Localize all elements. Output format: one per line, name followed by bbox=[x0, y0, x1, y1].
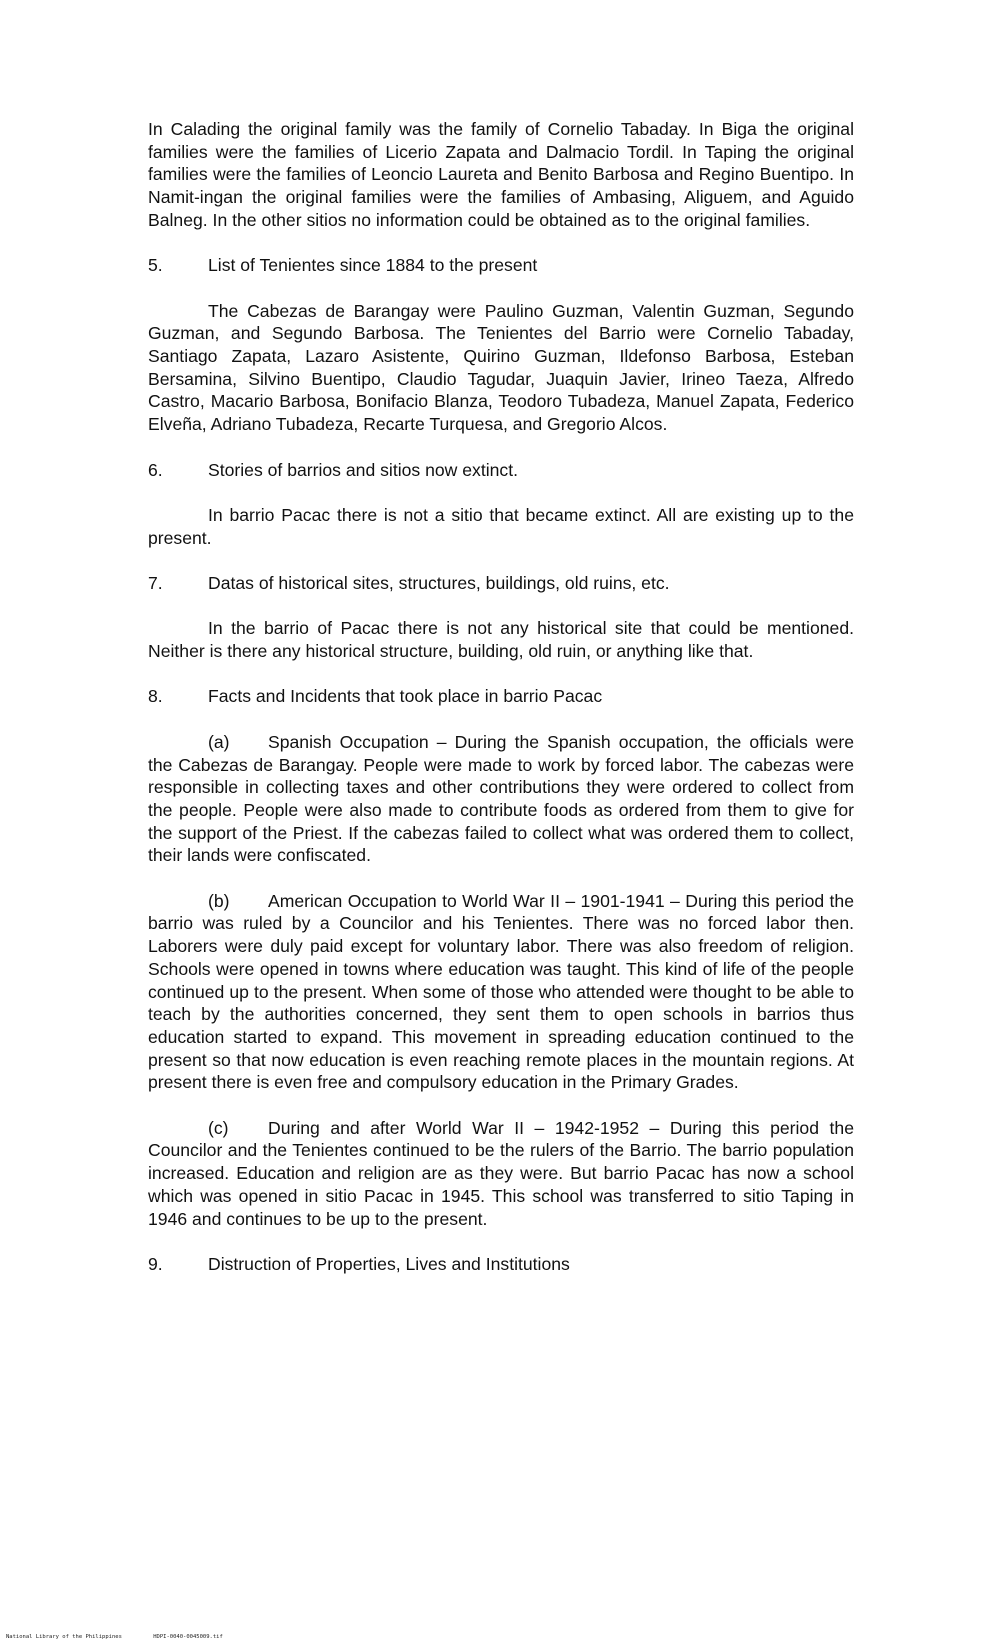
intro-paragraph: In Calading the original family was the family of Cornelio Tabaday. In Biga the original families were the families of Licerio Zapata and Dalmacio Tordil. In Taping the original families were the families of Leoncio Laureta and Benito Barbosa and Regino Buentipo. In Namit-ingan the original families were the families of Ambasing, Aliguem, and Aguido Balneg. In the other sitios no information could be obtained as to the original families. bbox=[148, 119, 854, 230]
section-title: Stories of barrios and sitios now extinct. bbox=[208, 459, 518, 480]
library-credit: National Library of the Philippines bbox=[6, 1634, 122, 1640]
section-8-item-b bbox=[148, 890, 854, 1094]
item-text: During and after World War II – 1942-1952 – During this period the Councilor and the Tenientes continued to be the rulers of the Barrio. The barrio population increased. Education and religion are as they were. But barrio Pacac has now a school which was opened in sitio Pacac in 1945. This school was transferred to sitio Taping in 1946 and continues to be up to the present. bbox=[148, 1117, 854, 1229]
section-number: 7. bbox=[148, 572, 163, 593]
scan-footer bbox=[6, 1634, 251, 1640]
section-number: 5. bbox=[148, 255, 163, 276]
item-text: Spanish Occupation – During the Spanish occupation, the officials were the Cabezas de Barangay. People were made to work by forced labor. The cabezas were responsible in collecting taxes and other contributions they were ordered to collect from the people. People were also made to contribute foods as ordered from them to give for the support of the Priest. If the cabezas failed to collect what was ordered them to collect, their lands were confiscated. bbox=[148, 731, 854, 866]
item-label: (c) bbox=[208, 1117, 229, 1138]
section-8-item-a bbox=[148, 731, 854, 867]
document-page bbox=[148, 118, 854, 1298]
item-text: American Occupation to World War II – 1901-1941 – During this period the barrio was ruled by a Councilor and his Tenientes. There was no forced labor then. Laborers were duly paid except for voluntary labor. There was also freedom of religion. Schools were opened in towns where education was taught. This kind of life of the people continued up to the present. When some of those who attended were thought to be able to teach by the authorities concerned, they sent them to open schools in barrios thus education started to expand. This movement in spreading education continued to the present so that now education is even reaching remote places in the mountain regions. At present there is even free and compulsory education in the Primary Grades. bbox=[148, 890, 854, 1093]
section-5-body: The Cabezas de Barangay were Paulino Guzman, Valentin Guzman, Segundo Guzman, and Segundo Barbosa. The Tenientes del Barrio were Cornelio Tabaday, Santiago Zapata, Lazaro Asistente, Quirino Guzman, Ildefonso Barbosa, Esteban Bersamina, Silvino Buentipo, Claudio Tagudar, Juaquin Javier, Irineo Taeza, Alfredo Castro, Macario Barbosa, Bonifacio Blanza, Teodoro Tubadeza, Manuel Zapata, Federico Elveña, Adriano Tubadeza, Recarte Turquesa, and Gregorio Alcos. bbox=[148, 300, 854, 435]
section-number: 6. bbox=[148, 459, 163, 480]
section-5-heading bbox=[148, 254, 854, 277]
section-9-heading bbox=[148, 1253, 854, 1276]
section-6-heading bbox=[148, 459, 854, 482]
section-title: List of Tenientes since 1884 to the present bbox=[208, 255, 538, 276]
item-label: (b) bbox=[208, 890, 230, 911]
section-7-body: In the barrio of Pacac there is not any historical site that could be mentioned. Neither is there any historical structure, building, old ruin, or anything like that. bbox=[148, 618, 854, 662]
section-7-heading bbox=[148, 572, 854, 595]
file-identifier: HDPI-0040-0045009.tif bbox=[153, 1634, 223, 1640]
section-8-heading bbox=[148, 685, 854, 708]
section-6-body: In barrio Pacac there is not a sitio that became extinct. All are existing up to the present. bbox=[148, 504, 854, 548]
section-title: Datas of historical sites, structures, buildings, old ruins, etc. bbox=[208, 572, 670, 593]
section-8-item-c bbox=[148, 1117, 854, 1231]
section-number: 9. bbox=[148, 1253, 163, 1274]
item-label: (a) bbox=[208, 731, 230, 752]
section-title: Distruction of Properties, Lives and Institutions bbox=[208, 1253, 570, 1274]
section-title: Facts and Incidents that took place in barrio Pacac bbox=[208, 686, 603, 707]
section-number: 8. bbox=[148, 686, 163, 707]
